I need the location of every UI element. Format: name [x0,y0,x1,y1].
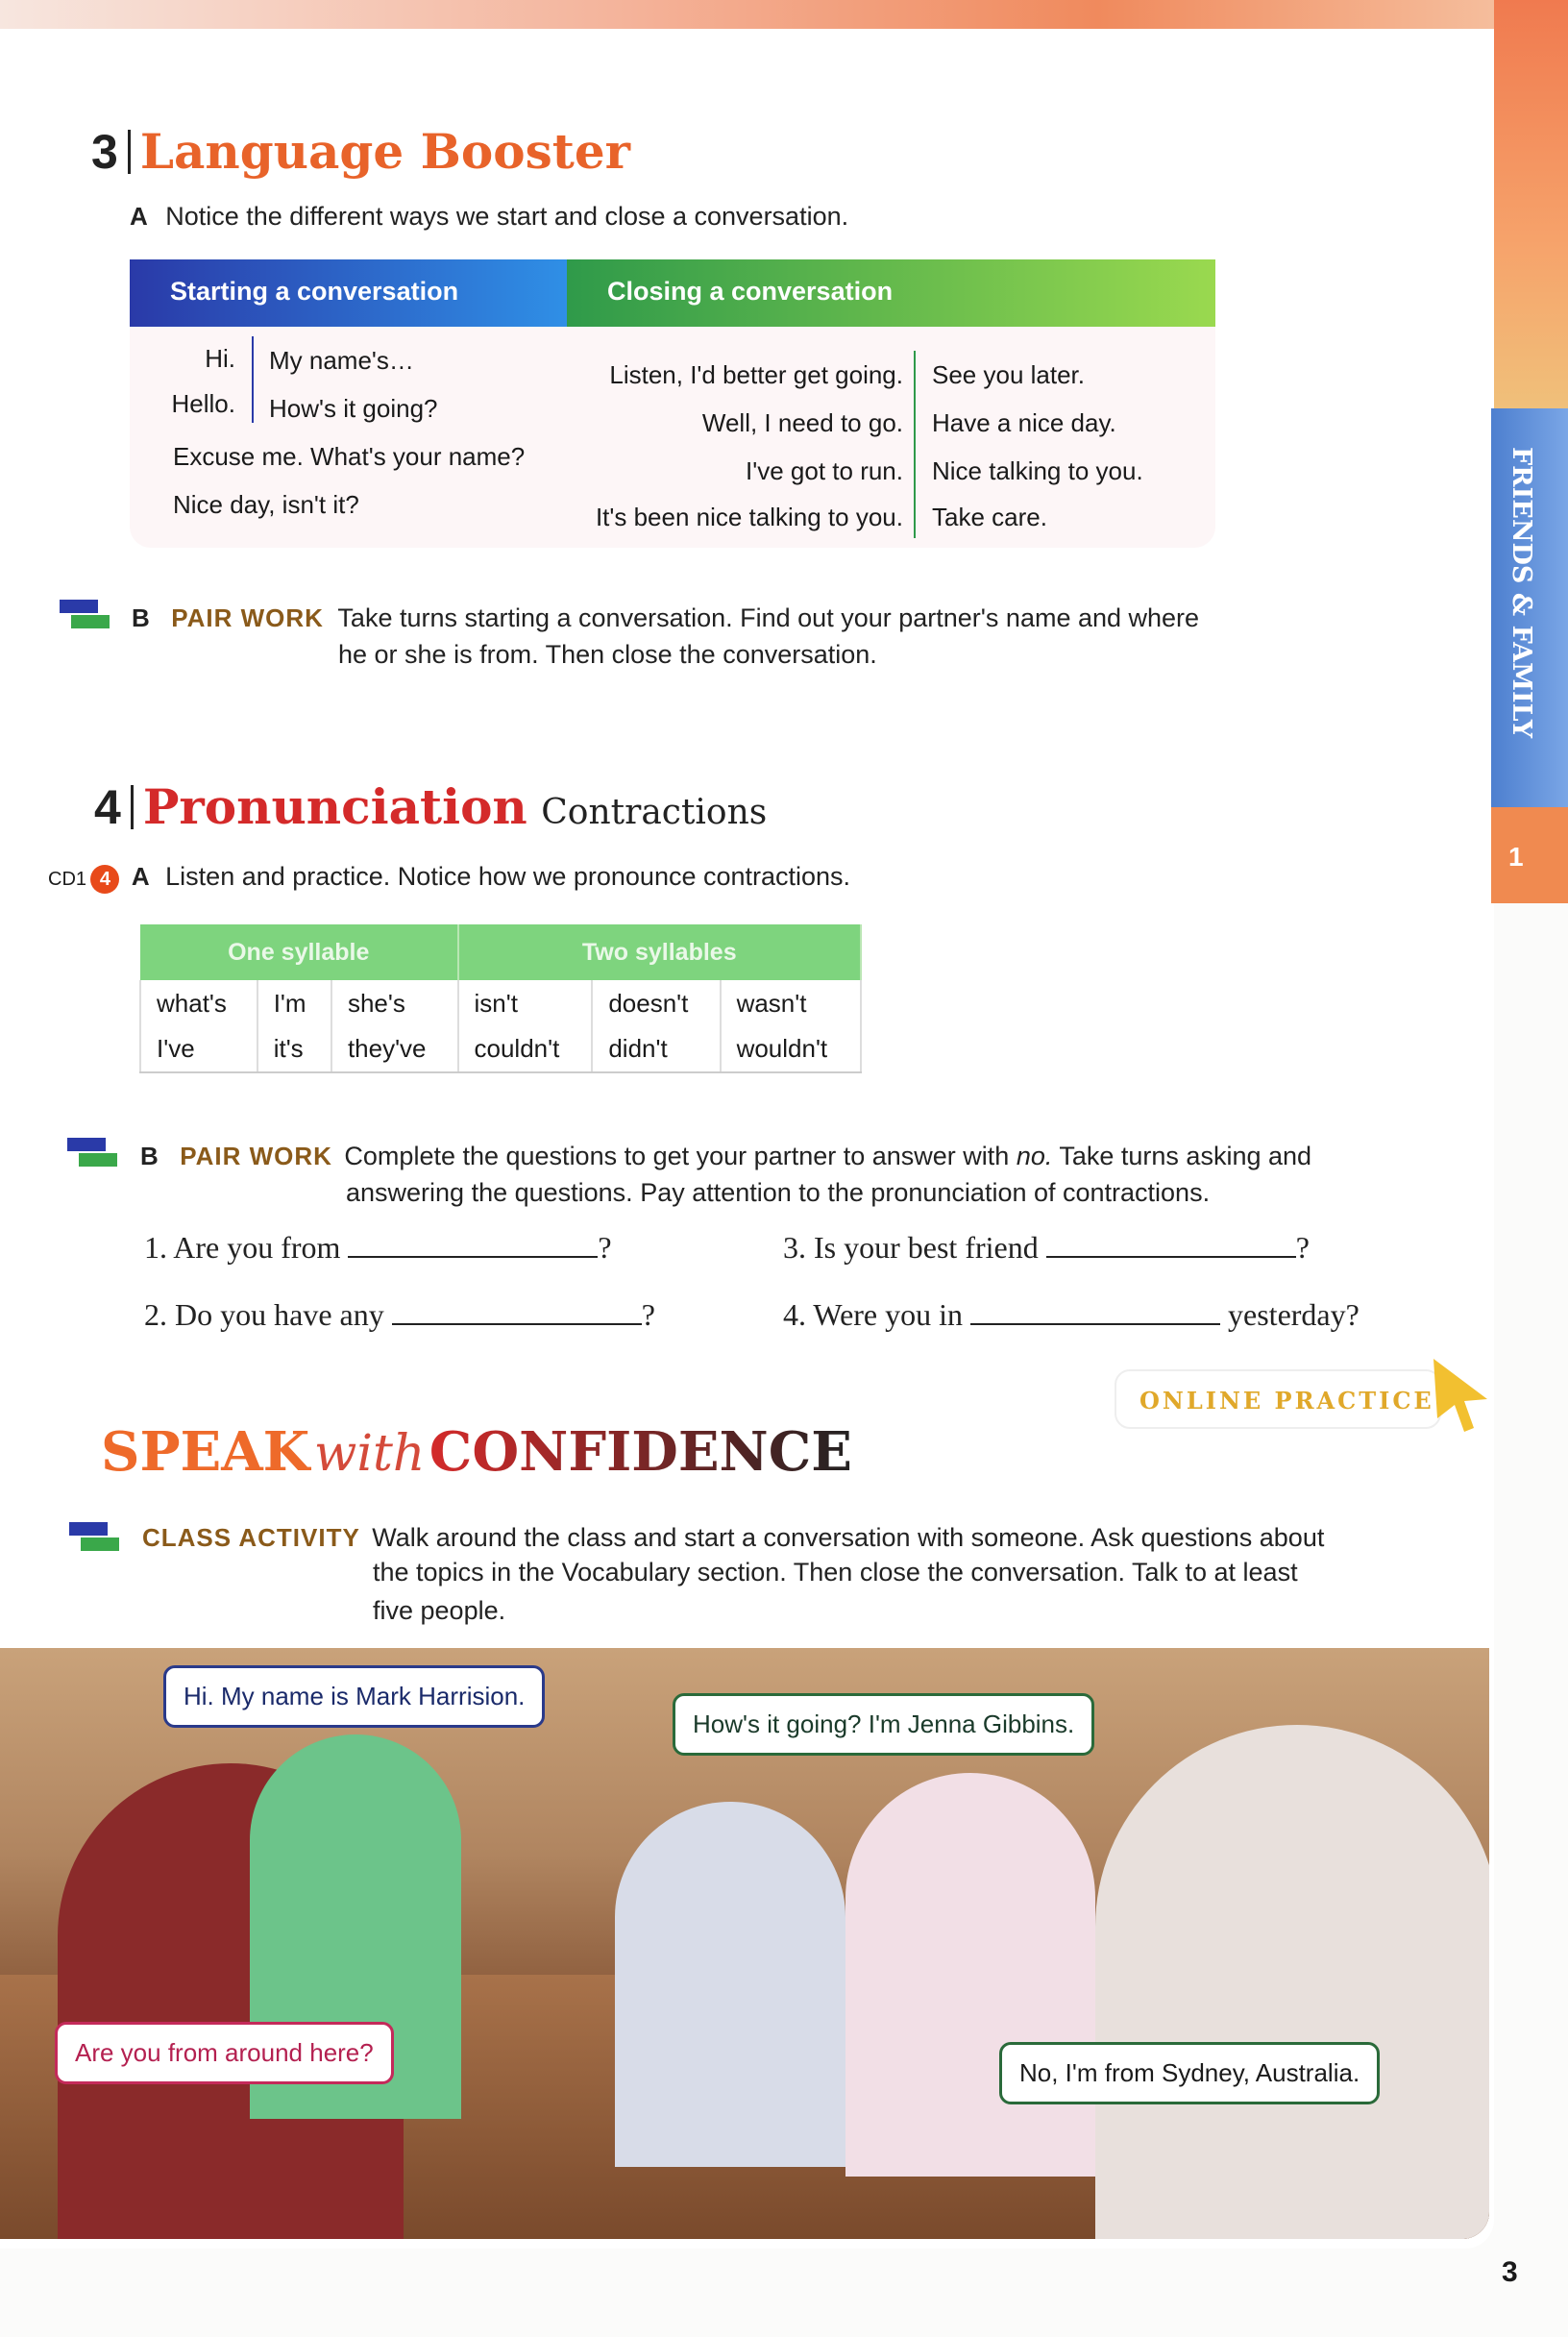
phrase: My name's… [269,346,414,375]
online-practice-label: ONLINE PRACTICE [1139,1387,1434,1414]
instruction-emphasis: no. [1016,1142,1053,1170]
unit-number-tab [1491,807,1568,903]
answer-blank[interactable] [970,1302,1220,1325]
speech-bubble: Hi. My name is Mark Harrision. [163,1665,545,1728]
table-header: Two syllables [458,924,861,980]
unit-tab-title: FRIENDS & FAMILY [1507,447,1536,739]
class-activity-icon [67,1518,121,1555]
closing-header [567,259,1215,327]
class-activity-tag: CLASS ACTIVITY [142,1523,360,1552]
question-text: ? [598,1230,612,1265]
phrase: Nice day, isn't it? [173,490,359,519]
section-number: 4 [94,780,121,834]
instruction: Listen and practice. Notice how we pronounce contractions. [165,862,851,891]
table-cell: didn't [592,1026,720,1072]
question-text: ? [1295,1230,1310,1265]
page-number: 3 [1502,2256,1518,2288]
instruction: five people. [373,1596,506,1625]
phrase: Nice talking to you. [932,456,1143,485]
table-cell: she's [331,980,458,1026]
instruction: Walk around the class and start a conversation with someone. Ask questions about [372,1523,1325,1552]
speech-bubble: No, I'm from Sydney, Australia. [999,2042,1380,2104]
table-header: One syllable [140,924,458,980]
closing-header-text: Closing a conversation [607,277,894,306]
audio-track-button[interactable]: 4 [90,865,119,894]
instruction: Take turns asking and [1052,1142,1312,1170]
phrase: Hi. [205,344,235,373]
starting-header [130,259,567,327]
question-1 [144,1230,612,1266]
answer-blank[interactable] [1046,1235,1296,1258]
speak-word: CONFIDENCE [429,1420,852,1484]
contractions-table [139,924,862,1073]
question-text: yesterday? [1228,1297,1360,1332]
question-4 [783,1297,1360,1333]
speak-heading [101,1420,852,1484]
phrase: It's been nice talking to you. [595,503,903,531]
phrase: See you later. [932,360,1085,389]
pair-work-tag: PAIR WORK [171,603,324,632]
divider [252,336,254,423]
pair-work-icon [58,596,111,632]
instruction: he or she is from. Then close the conversation. [338,640,877,669]
speech-bubble: Are you from around here? [55,2022,394,2084]
student [1095,1725,1489,2239]
divider [131,785,134,829]
phrase: How's it going? [269,394,438,423]
cursor-arrow-icon [1430,1357,1491,1434]
student [845,1773,1095,2177]
class-activity [142,1523,1430,1630]
speak-word: with [313,1425,426,1483]
starting-header-text: Starting a conversation [170,277,459,306]
table-cell: couldn't [458,1026,593,1072]
section3-a [130,202,848,232]
answer-blank[interactable] [392,1302,642,1325]
question-text: 2. Do you have any [144,1297,384,1332]
right-decor [1494,0,1568,408]
question-text: 3. Is your best friend [783,1230,1039,1265]
phrase: Hello. [171,389,235,418]
section-title: Pronunciation [142,778,527,835]
unit-number: 1 [1508,842,1524,872]
section3-b [132,603,1313,676]
table-cell: what's [140,980,257,1026]
item-label: A [131,862,150,891]
answer-blank[interactable] [348,1235,598,1258]
instruction: Take turns starting a conversation. Find out your partner's name and where [337,603,1200,632]
instruction: answering the questions. Pay attention to the pronunciation of contractions. [346,1178,1211,1207]
phrase: Excuse me. What's your name? [173,442,526,471]
section-title: Language Booster [139,123,630,180]
question-2 [144,1297,655,1333]
pair-work-icon [65,1134,119,1170]
speak-word: SPEAK [101,1420,310,1484]
table-cell: isn't [458,980,593,1026]
unit-tab [1491,408,1568,807]
cd-label: CD1 [48,869,87,890]
student [615,1802,845,2167]
phrase: Well, I need to go. [701,408,903,437]
section4-b [140,1142,1418,1214]
divider [914,351,916,538]
table-cell: they've [331,1026,458,1072]
section-number: 3 [91,125,118,179]
section4-heading [94,778,767,835]
divider [128,130,131,174]
question-3 [783,1230,1310,1266]
item-label: B [140,1142,159,1170]
table-cell: it's [257,1026,331,1072]
item-label: A [130,202,148,231]
question-text: ? [641,1297,655,1332]
instruction: Notice the different ways we start and close a conversation. [165,202,849,231]
online-practice-button[interactable] [1115,1369,1441,1429]
speech-bubble: How's it going? I'm Jenna Gibbins. [673,1693,1094,1756]
table-row [140,980,861,1026]
pair-work-tag: PAIR WORK [180,1142,332,1170]
table-cell: I've [140,1026,257,1072]
section4-a [48,862,850,894]
table-cell: wouldn't [721,1026,861,1072]
phrase: Take care. [932,503,1047,531]
table-cell: doesn't [592,980,720,1026]
table-cell: I'm [257,980,331,1026]
section3-heading [91,123,630,180]
table-cell: wasn't [721,980,861,1026]
item-label: B [132,603,150,632]
instruction: the topics in the Vocabulary section. Then close the conversation. Talk to at least [373,1558,1298,1587]
question-text: 4. Were you in [783,1297,964,1332]
phrase: I've got to run. [746,456,903,485]
phrase: Listen, I'd better get going. [609,360,903,389]
instruction: Complete the questions to get your partner to answer with [344,1142,1017,1170]
section-subtitle: Contractions [541,793,768,832]
table-row [140,1026,861,1072]
phrase: Have a nice day. [932,408,1116,437]
question-text: 1. Are you from [144,1230,341,1265]
